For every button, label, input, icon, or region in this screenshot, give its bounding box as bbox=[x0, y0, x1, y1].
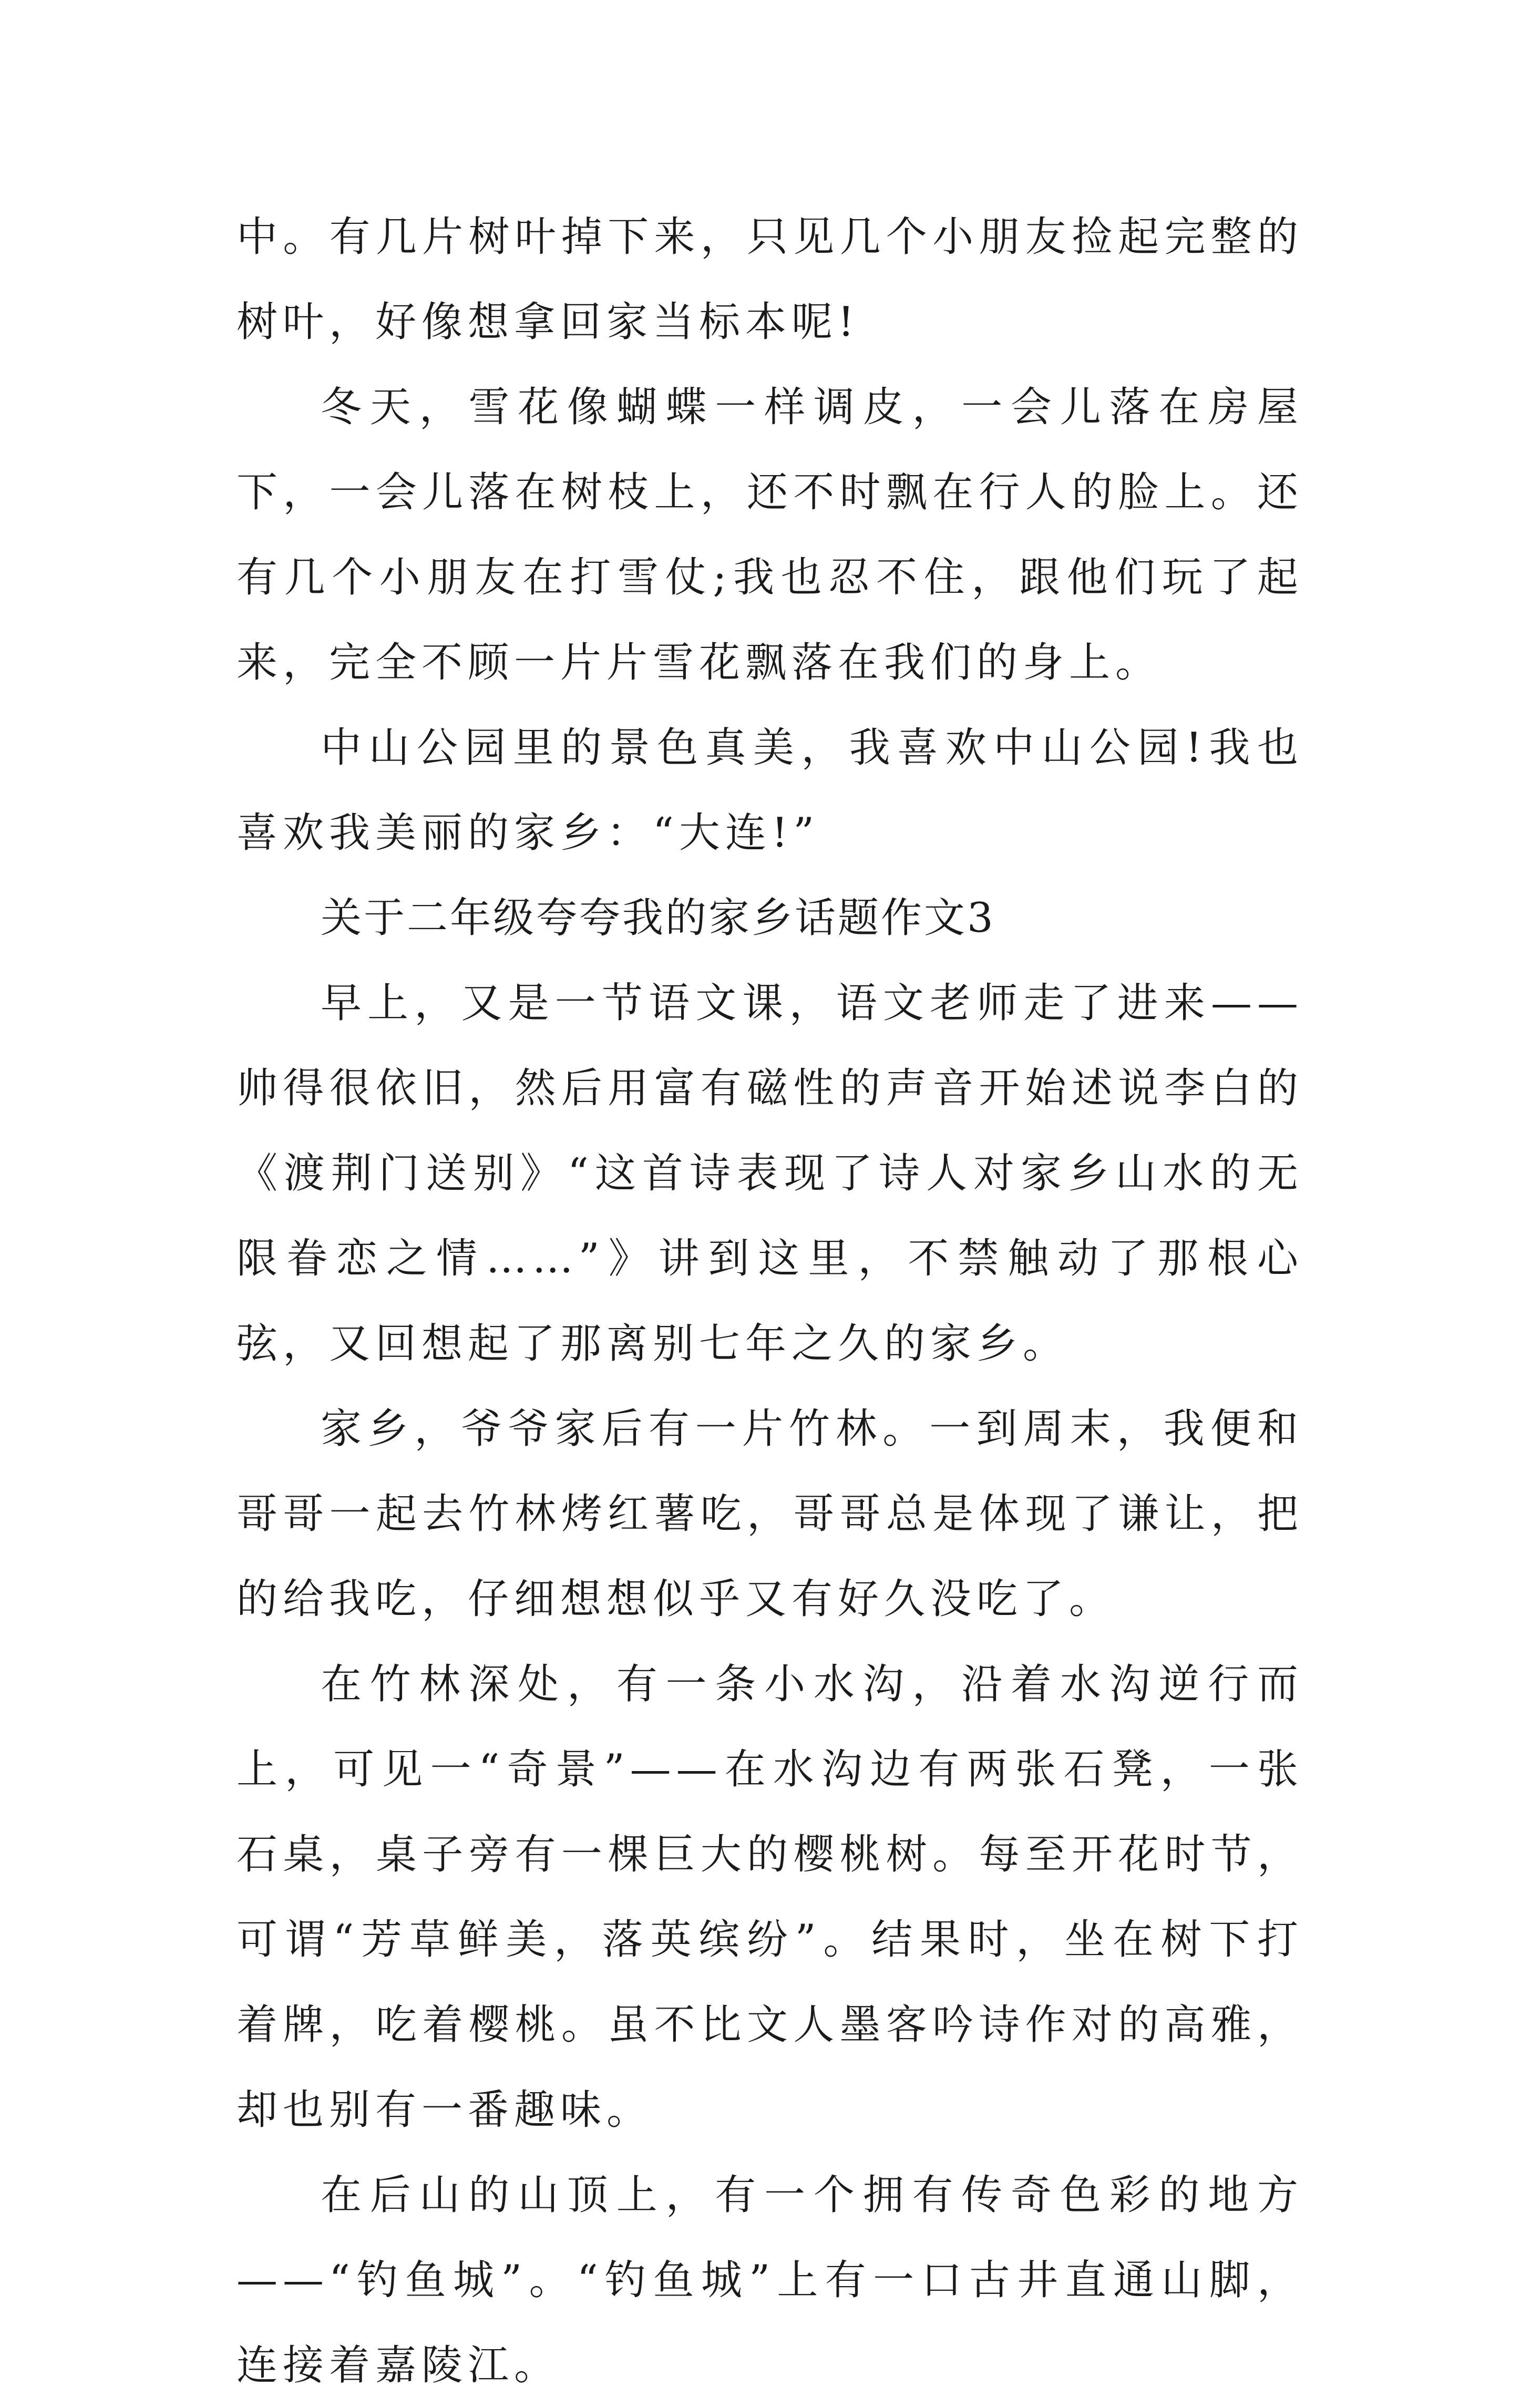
paragraph-autumn-end: 中。有几片树叶掉下来，只见几个小朋友捡起完整的树叶，好像想拿回家当标本呢! bbox=[237, 213, 1303, 346]
paragraph-cherry-tree: 在竹林深处，有一条小水沟，沿着水沟逆行而上，可见一“奇景”——在水沟边有两张石凳，一张石桌，桌子旁有一棵巨大的樱桃树。每至开花时节，可谓“芳草鲜美，落英缤纷”。结果时，坐在树下打着牌，吃着樱桃。虽不比文人墨客吟诗作对的高雅，却也别有一番趣味。 bbox=[237, 1661, 1303, 2134]
paragraph-winter: 冬天，雪花像蝴蝶一样调皮，一会儿落在房屋下，一会儿落在树枝上，还不时飘在行人的脸上。还有几个小朋友在打雪仗;我也忍不住，跟他们玩了起来，完全不顾一片片雪花飘落在我们的身上。 bbox=[237, 384, 1303, 686]
paragraph-diaoyu-city: 在后山的山顶上，有一个拥有传奇色彩的地方——“钓鱼城”。“钓鱼城”上有一口古井直通山脚，连接着嘉陵江。 bbox=[237, 2172, 1303, 2389]
paragraph-chinese-class: 早上，又是一节语文课，语文老师走了进来——帅得很依旧，然后用富有磁性的声音开始述说李白的《渡荆门送别》“这首诗表现了诗人对家乡山水的无限眷恋之情……”》讲到这里，不禁触动了那根心弦，又回想起了那离别七年之久的家乡。 bbox=[237, 980, 1303, 1367]
paragraph-bamboo-forest: 家乡，爷爷家后有一片竹林。一到周末，我便和哥哥一起去竹林烤红薯吃，哥哥总是体现了谦让，把的给我吃，仔细想想似乎又有好久没吃了。 bbox=[237, 1405, 1303, 1623]
paragraph-zhongshan-park: 中山公园里的景色真美，我喜欢中山公园!我也喜欢我美丽的家乡：“大连!” bbox=[237, 724, 1303, 857]
document-body bbox=[237, 194, 1303, 2408]
essay-title: 关于二年级夸夸我的家乡话题作文3 bbox=[321, 894, 995, 942]
